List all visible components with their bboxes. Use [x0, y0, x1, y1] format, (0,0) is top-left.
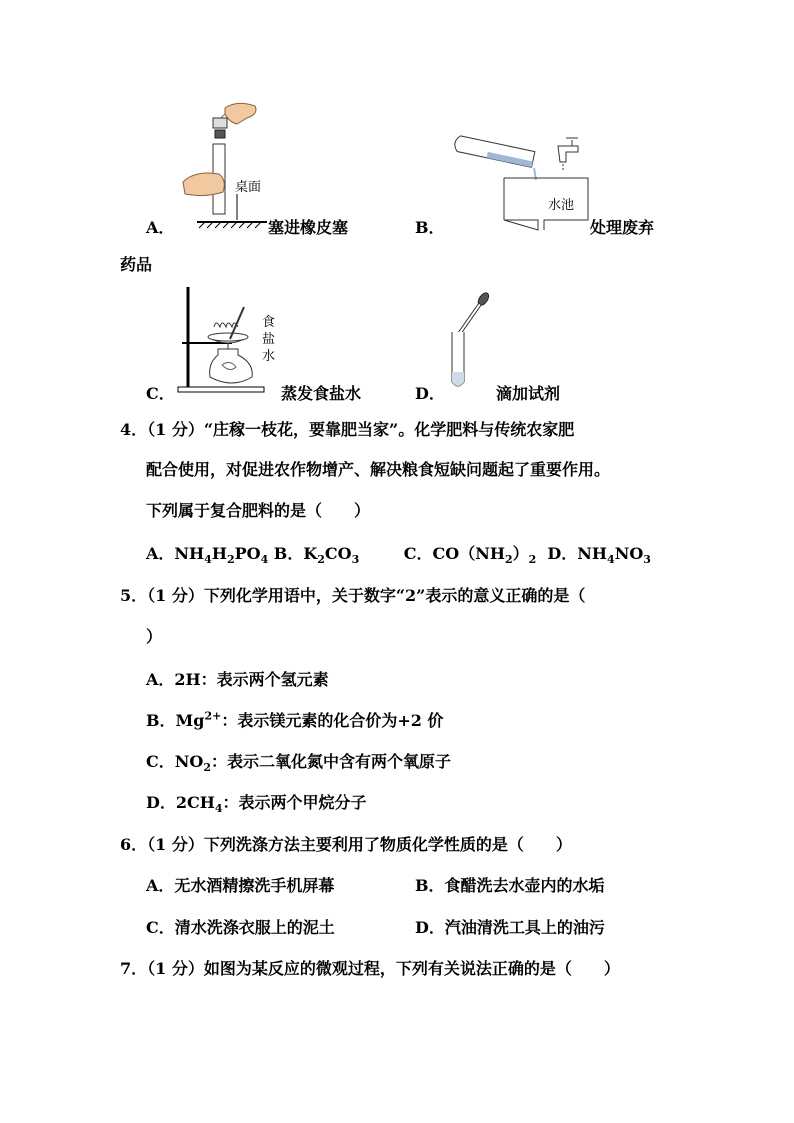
- fig-b-label: 水池: [548, 198, 575, 213]
- q3-option-a-text: 塞进橡皮塞: [268, 218, 349, 237]
- q5-option-d: D．$2CH_4$：表示两个甲烷分子: [146, 793, 367, 816]
- q5-stem-line1: 5．（1 分）下列化学用语中，关于数字“2”表示的意义正确的是（: [120, 586, 586, 605]
- fig-c-label-1: 食: [262, 315, 276, 330]
- q4-stem-line3: 下列属于复合肥料的是（ ）: [146, 501, 371, 520]
- fig-c-label-3: 水: [262, 349, 276, 364]
- q3-option-a-letter: A．: [146, 218, 175, 237]
- q5-option-b: B．$Mg^{2+}$：表示镁元素的化合价为+2 价: [146, 709, 444, 730]
- q3-option-b-letter: B．: [415, 218, 445, 237]
- q6-option-c: C．清水洗涤衣服上的泥土: [146, 918, 335, 937]
- q5-stem-line2: ）: [146, 627, 163, 646]
- figure-discard-waste: [448, 132, 598, 232]
- q3-option-c-letter: C．: [146, 384, 175, 403]
- q6-option-d: D．汽油清洗工具上的油污: [415, 918, 605, 937]
- q5-option-c-rest: ：表示二氧化氮中含有两个氧原子: [210, 752, 451, 771]
- q4-stem-line2: 配合使用，对促进农作物增产、解决粮食短缺问题起了重要作用。: [146, 460, 611, 479]
- q3-option-c-text: 蒸发食盐水: [281, 384, 362, 403]
- q6-stem: 6．（1 分）下列洗涤方法主要利用了物质化学性质的是（ ）: [120, 835, 572, 854]
- fig-c-label-2: 盐: [262, 332, 276, 347]
- figure-dropper: [440, 290, 500, 390]
- figure-stopper-test-tube: [175, 100, 285, 230]
- q6-option-a: A．无水酒精擦洗手机屏幕: [146, 876, 335, 895]
- fig-a-label: 桌面: [235, 180, 262, 195]
- q3-option-b-text-cont: 药品: [120, 255, 153, 274]
- q3-option-d-text: 滴加试剂: [496, 384, 561, 403]
- q4-options: A．$NH_4H_2PO_4$ B．$K_2CO_3$ C．$CO(NH_2)_2$ D．$NH_4NO_3$: [146, 544, 651, 567]
- q3-option-b-text: 处理废弃: [590, 218, 655, 237]
- q4-stem-line1: 4．（1 分）“庄稼一枝花，要靠肥当家”。化学肥料与传统农家肥: [120, 420, 575, 439]
- q3-option-d-letter: D．: [415, 384, 445, 403]
- q5-option-a: A．2H：表示两个氢元素: [146, 670, 329, 689]
- fig-c-label: [262, 314, 275, 365]
- q7-stem: 7．（1 分）如图为某反应的微观过程，下列有关说法正确的是（ ）: [120, 959, 620, 978]
- q5-option-c: C．$NO_2$：表示二氧化氮中含有两个氧原子: [146, 752, 451, 775]
- q6-option-b: B．食醋洗去水壶内的水垢: [415, 876, 605, 895]
